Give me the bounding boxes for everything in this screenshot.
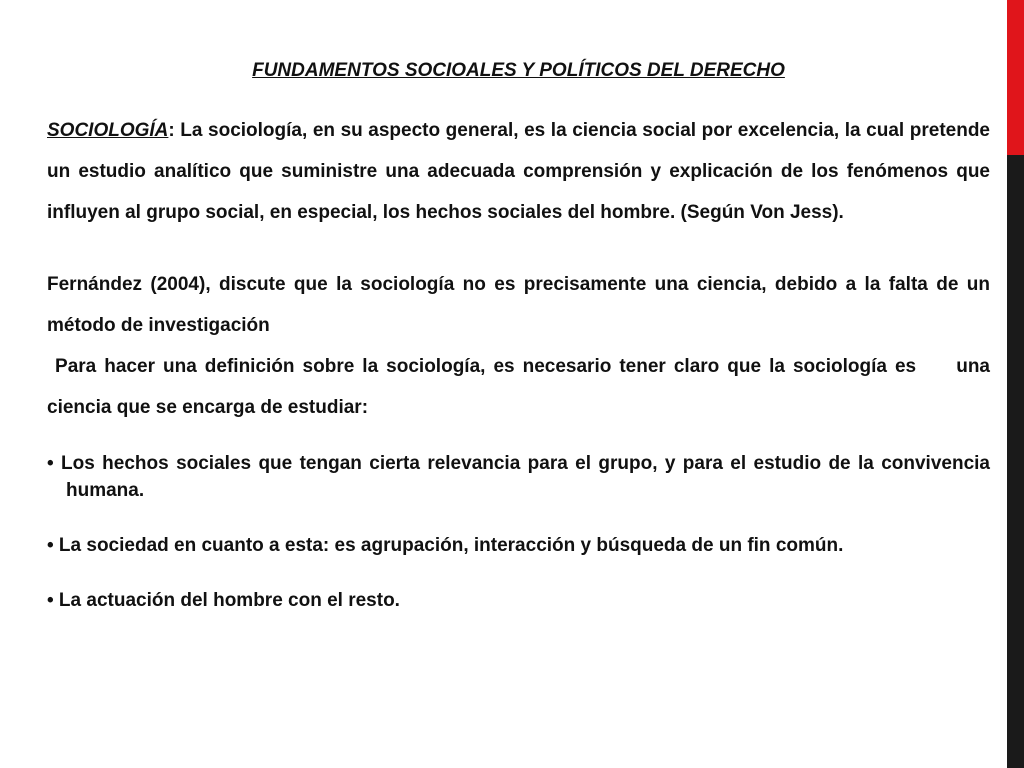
paragraph-definition-intro: Para hacer una definición sobre la sociología, es necesario tener claro que la sociología es una ciencia que se encarga de estudiar: — [47, 356, 996, 418]
slide-content — [47, 58, 996, 642]
paragraph-fernandez: Fernández (2004), discute que la sociología no es precisamente una ciencia, debido a la falta de un método de investigación — [47, 274, 990, 336]
slide-title: FUNDAMENTOS SOCIOALES Y POLÍTICOS DEL DERECHO — [252, 60, 785, 81]
bullet-item-2: • La sociedad en cuanto a esta: es agrupación, interacción y búsqueda de un fin común. — [47, 535, 844, 556]
bullet-item-1: • Los hechos sociales que tengan cierta relevancia para el grupo, y para el estudio de la convivencia humana. — [47, 453, 990, 501]
accent-bar-black — [1007, 155, 1024, 768]
term-sociologia: SOCIOLOGÍA — [47, 120, 169, 141]
definition-text: : La sociología, en su aspecto general, es la ciencia social por excelencia, la cual pretende un estudio analítico que suministre una adecuada comprensión y explicación de los fenómenos que influyen al grupo social, en especial, los hechos sociales del hombre. (Según Von Jess). — [47, 120, 990, 223]
accent-bar-red — [1007, 0, 1024, 155]
paragraph-definition — [47, 110, 990, 233]
bullet-item-3: • La actuación del hombre con el resto. — [47, 590, 400, 611]
bullet-list — [47, 450, 990, 614]
